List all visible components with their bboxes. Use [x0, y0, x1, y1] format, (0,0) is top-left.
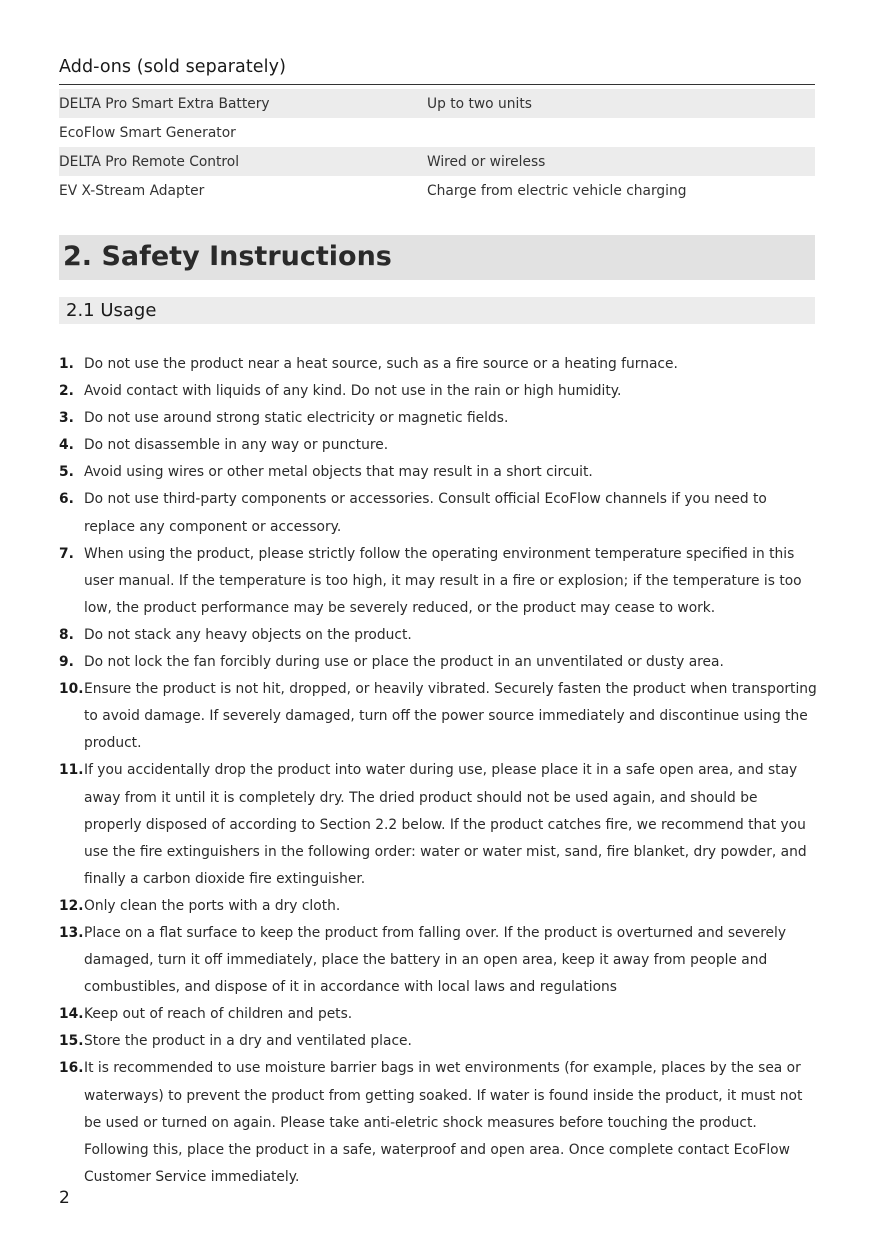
item-number: 5. [59, 464, 74, 481]
subsection-header [59, 297, 815, 324]
item-number: 8. [59, 626, 74, 643]
item-text: When using the product, please strictly follow the operating environment temperature specified in this user manual. If the temperature is too high, it may result in a fire or explosion; if the temperature is too low, the product performance may be severely reduced, or the product may cease to work. [84, 545, 802, 616]
list-item [59, 1055, 819, 1190]
item-number: 1. [59, 356, 74, 372]
item-text: Keep out of reach of children and pets. [84, 1006, 353, 1023]
item-number: 3. [59, 410, 74, 427]
list-item [59, 459, 819, 486]
list-item [59, 405, 819, 432]
list-item [59, 920, 819, 1001]
addons-row [59, 176, 815, 205]
addon-note: Charge from electric vehicle charging [427, 182, 687, 199]
item-text: Do not disassemble in any way or puncture. [84, 437, 389, 454]
item-text: Do not lock the fan forcibly during use or place the product in an unventilated or dusty area. [84, 654, 724, 671]
item-number: 7. [59, 545, 74, 562]
section-header [59, 235, 815, 280]
item-text: Do not use around strong static electricity or magnetic fields. [84, 410, 509, 427]
addons-row [59, 147, 815, 176]
item-number: 6. [59, 491, 74, 508]
page-number: 2 [59, 1188, 70, 1208]
item-text: Ensure the product is not hit, dropped, or heavily vibrated. Securely fasten the product when transporting to avoid damage. If severely damaged, turn off the power source immediately and discontinue using the product. [84, 681, 817, 752]
addon-note: Wired or wireless [427, 153, 546, 170]
list-item [59, 378, 819, 405]
subsection-title: 2.1 Usage [66, 300, 157, 321]
item-text: If you accidentally drop the product into water during use, please place it in a safe open area, and stay away from it until it is completely dry. The dried product should not be used again, and should be properly disposed of according to Section 2.2 below. If the product catches fire, we recommend that you use the fire extinguishers in the following order: water or water mist, sand, fire blanket, dry powder, and finally a carbon dioxide fire extinguisher. [84, 762, 807, 887]
item-number: 16. [59, 1060, 84, 1077]
list-item [59, 757, 819, 892]
addon-item: DELTA Pro Remote Control [59, 153, 240, 170]
item-number: 13. [59, 924, 84, 941]
section-title: 2. Safety Instructions [63, 241, 392, 272]
item-number: 14. [59, 1006, 84, 1023]
item-text: It is recommended to use moisture barrier bags in wet environments (for example, places by the sea or waterways) to prevent the product from getting soaked. If water is found inside the product, it must not be used or turned on again. Please take anti-eletric shock measures before touching the product. Following this, place the product in a safe, waterproof and open area. Once complete contact EcoFlow Customer Service immediately. [84, 1060, 803, 1185]
item-text: Place on a flat surface to keep the product from falling over. If the product is overturned and severely damaged, turn it off immediately, place the battery in an open area, keep it away from people and combustibles, and dispose of it in accordance with local laws and regulations [84, 924, 787, 996]
addons-divider [59, 84, 815, 85]
item-text: Avoid contact with liquids of any kind. Do not use in the rain or high humidity. [84, 383, 622, 400]
item-text: Do not use the product near a heat source, such as a fire source or a heating furnace. [84, 356, 678, 372]
list-item [59, 649, 819, 676]
list-item [59, 622, 819, 649]
item-text: Do not use third-party components or accessories. Consult official EcoFlow channels if you need to replace any component or accessory. [84, 491, 767, 535]
addons-row [59, 118, 815, 147]
item-text: Avoid using wires or other metal objects that may result in a short circuit. [84, 464, 593, 481]
addon-note: Up to two units [427, 95, 532, 112]
item-text: Do not stack any heavy objects on the product. [84, 626, 412, 643]
item-number: 12. [59, 897, 84, 914]
list-item [59, 676, 819, 757]
list-item [59, 486, 819, 540]
list-item [59, 1028, 819, 1055]
usage-instructions-list [59, 351, 819, 1191]
addon-note [427, 118, 815, 147]
addons-row [59, 89, 815, 118]
item-text: Only clean the ports with a dry cloth. [84, 897, 341, 914]
addon-item: EV X-Stream Adapter [59, 182, 205, 199]
item-number: 4. [59, 437, 74, 454]
item-number: 10. [59, 681, 84, 698]
item-text: Store the product in a dry and ventilated place. [84, 1033, 412, 1050]
item-number: 15. [59, 1033, 84, 1050]
list-item [59, 1001, 819, 1028]
list-item [59, 432, 819, 459]
addon-item: DELTA Pro Smart Extra Battery [59, 95, 270, 112]
list-item [59, 351, 819, 378]
addons-heading: Add-ons (sold separately) [59, 57, 286, 77]
item-number: 9. [59, 654, 74, 671]
item-number: 11. [59, 762, 84, 779]
addons-table [59, 89, 815, 205]
addon-item: EcoFlow Smart Generator [59, 124, 236, 141]
list-item [59, 541, 819, 622]
item-number: 2. [59, 383, 74, 400]
list-item [59, 893, 819, 920]
